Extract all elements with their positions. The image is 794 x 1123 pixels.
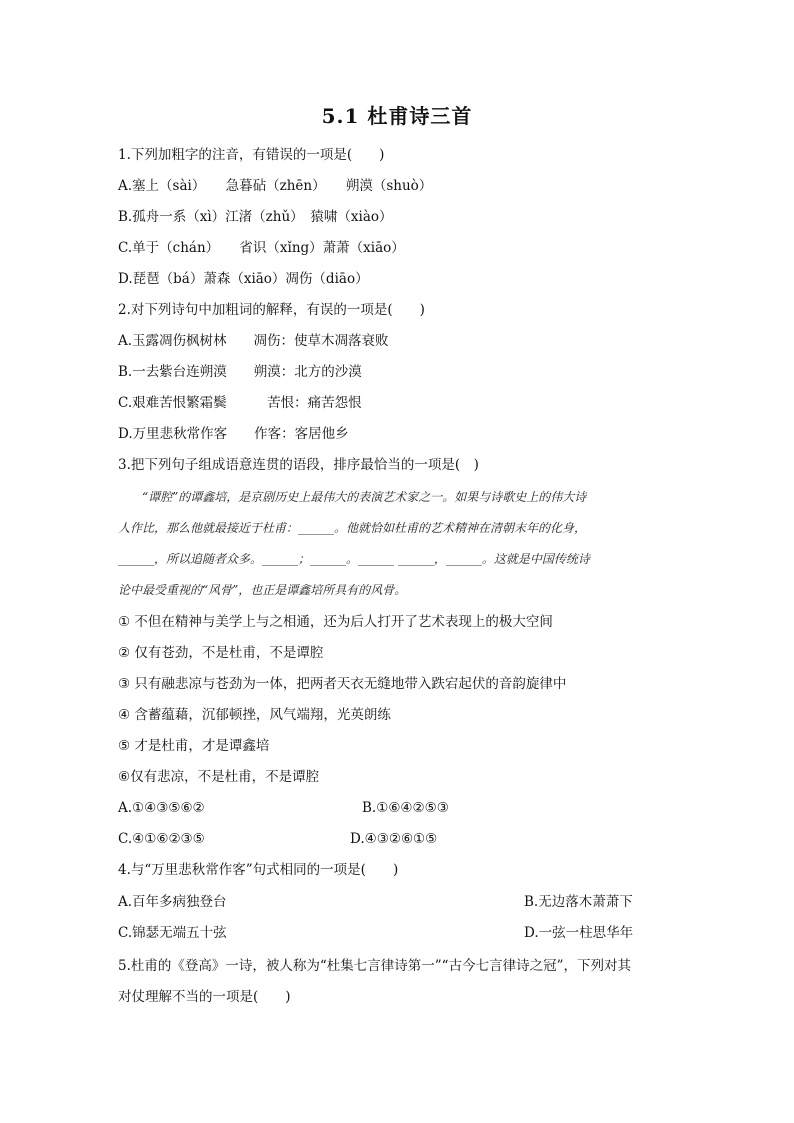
q4-option-a: A.百年多病独登台	[118, 894, 227, 910]
q5-stem-line-1: 5.杜甫的《登高》一诗，被人称为“杜集七言律诗第一”“古今七言律诗之冠”，下列对其	[118, 958, 631, 974]
q3-sentence-5: ⑤ 才是杜甫，才是谭鑫培	[118, 738, 270, 754]
q3-option-d: D.④③②⑥①⑤	[350, 831, 438, 847]
q1-option-b: B.孤舟一系（xì）江渚（zhǔ） 猿啸（xiào）	[118, 209, 393, 225]
q5-stem-line-2: 对仗理解不当的一项是( )	[118, 989, 291, 1005]
q2-option-b: B.一去紫台连朔漠 朔漠：北方的沙漠	[118, 364, 362, 380]
q3-sentence-6: ⑥仅有悲凉，不是杜甫，不是谭腔	[118, 769, 320, 785]
q4-option-d: D.一弦一柱思华年	[524, 925, 634, 941]
q1-option-a: A.塞上（sài） 急暮砧（zhēn） 朔漠（shuò）	[118, 178, 433, 194]
q3-sentence-4: ④ 含蓄蕴藉，沉郁顿挫，风气端翔，光英朗练	[118, 707, 391, 723]
q3-passage-line-2: 人作比，那么他就最接近于杜甫：______。他就恰如杜甫的艺术精神在清朝末年的化身，	[118, 521, 587, 535]
q3-sentence-1: ① 不但在精神与美学上与之相通，还为后人打开了艺术表现上的极大空间	[118, 614, 553, 630]
q3-passage-line-3: ______，所以追随者众多。______；______。______ ______，______。这就是中国传统诗	[118, 552, 590, 566]
q3-stem: 3.把下列句子组成语意连贯的语段，排序最恰当的一项是( )	[118, 457, 479, 473]
q1-stem: 1.下列加粗字的注音，有错误的一项是( )	[118, 147, 385, 163]
q1-option-d: D.琵琶（bá）萧森（xiāo）凋伤（diāo）	[118, 271, 369, 287]
q3-option-a: A.①④③⑤⑥②	[118, 800, 205, 816]
q2-stem: 2.对下列诗句中加粗词的解释，有误的一项是( )	[118, 302, 425, 318]
q2-option-d: D.万里悲秋常作客 作客：客居他乡	[118, 426, 349, 442]
q3-passage-line-4: 论中最受重视的“风骨”，也正是谭鑫培所具有的风骨。	[118, 583, 407, 597]
q3-sentence-2: ② 仅有苍劲，不是杜甫，不是谭腔	[118, 645, 324, 661]
q3-option-b: B.①⑥④②⑤③	[362, 800, 449, 816]
q3-option-c: C.④①⑥②③⑤	[118, 831, 205, 847]
page-title: 5.1 杜甫诗三首	[321, 104, 473, 128]
q3-sentence-3: ③ 只有融悲凉与苍劲为一体，把两者天衣无缝地带入跌宕起伏的音韵旋律中	[118, 676, 567, 692]
q3-passage-line-1: “谭腔”的谭鑫培，是京剧历史上最伟大的表演艺术家之一。如果与诗歌史上的伟大诗	[118, 490, 587, 504]
q4-option-c: C.锦瑟无端五十弦	[118, 925, 227, 941]
q2-option-c: C.艰难苦恨繁霜鬓 苦恨：痛苦怨恨	[118, 395, 362, 411]
q4-stem: 4.与“万里悲秋常作客”句式相同的一项是( )	[118, 862, 399, 878]
q1-option-c: C.单于（chán） 省识（xǐng）萧萧（xiāo）	[118, 240, 405, 256]
q2-option-a: A.玉露凋伤枫树林 凋伤：使草木凋落衰败	[118, 333, 389, 349]
q4-option-b: B.无边落木萧萧下	[524, 894, 633, 910]
